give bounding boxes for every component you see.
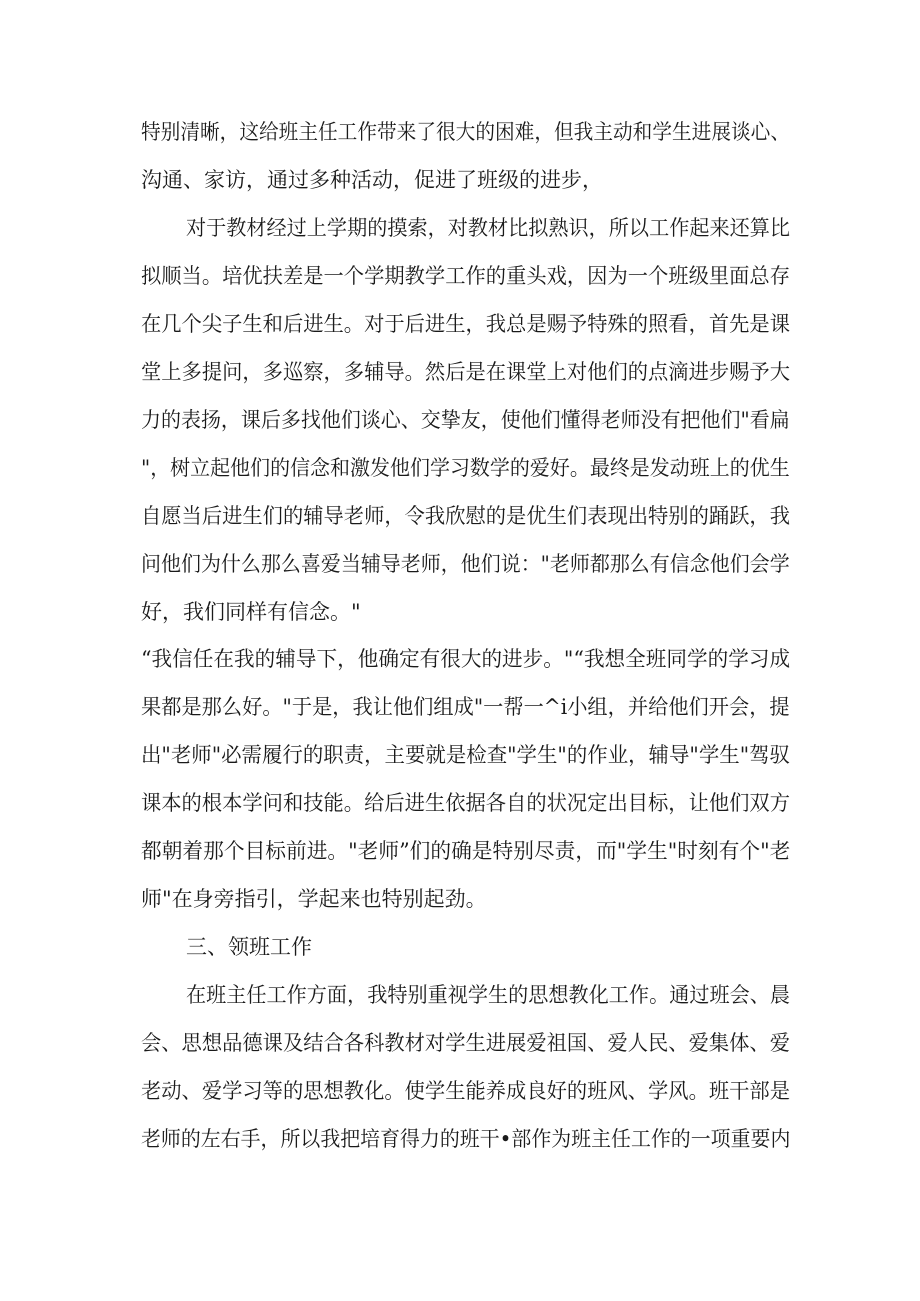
text-line: 在几个尖子生和后进生。对于后进生，我总是赐予特殊的照看，首先是课	[141, 312, 790, 336]
text-line: 力的表扬，课后多找他们谈心、交挚友，使他们懂得老师没有把他们"看扁	[141, 408, 790, 432]
text-line: 在班主任工作方面，我特别重视学生的思想教化工作。通过班会、晨	[186, 983, 790, 1007]
text-line: 拟顺当。培优扶差是一个学期教学工作的重头戏，因为一个班级里面总存	[141, 264, 790, 288]
text-line: 问他们为什么那么喜爱当辅导老师，他们说："老师都那么有信念他们会学	[141, 552, 790, 576]
text-line: "，树立起他们的信念和激发他们学习数学的爱好。最终是发动班上的优生	[141, 456, 790, 480]
text-line: 自愿当后进生们的辅导老师，令我欣慰的是优生们表现出特别的踊跃，我	[141, 504, 790, 528]
text-line: 都朝着那个目标前进。"老师”们的确是特别尽责，而"学生"时刻有个"老	[141, 839, 791, 863]
text-line: 老动、爱学习等的思想教化。使学生能养成良好的班风、学风。班干部是	[141, 1079, 790, 1103]
text-line: 对于教材经过上学期的摸索，对教材比拟熟识，所以工作起来还算比	[186, 216, 790, 240]
text-line: 堂上多提问，多巡察，多辅导。然后是在课堂上对他们的点滴进步赐予大	[141, 360, 790, 384]
text-line: 师"在身旁指引，学起来也特别起劲。	[141, 887, 487, 911]
text-line: 会、思想品德课及结合各科教材对学生进展爱祖国、爱人民、爱集体、爱	[141, 1031, 790, 1055]
text-line: 果都是那么好。"于是，我让他们组成"一帮一^i小组，并给他们开会，提	[141, 695, 790, 719]
text-line: 好，我们同样有信念。"	[141, 600, 361, 624]
text-line: 老师的左右手，所以我把培育得力的班干•部作为班主任工作的一项重要内	[141, 1127, 791, 1151]
text-line: “我信任在我的辅导下，他确定有很大的进步。"“我想全班同学的学习成	[141, 647, 791, 671]
text-line: 课本的根本学问和技能。给后进生依据各自的状况定出目标，让他们双方	[141, 791, 790, 815]
text-line: 沟通、家访，通过多种活动，促进了班级的进步，	[141, 168, 603, 192]
text-line: 特别清晰，这给班主任工作带来了很大的困难，但我主动和学生进展谈心、	[141, 120, 790, 144]
section-title: 三、领班工作	[186, 935, 312, 959]
text-line: 出"老师"必需履行的职责，主要就是检查"学生"的作业，辅导"学生"驾驭	[141, 743, 790, 767]
